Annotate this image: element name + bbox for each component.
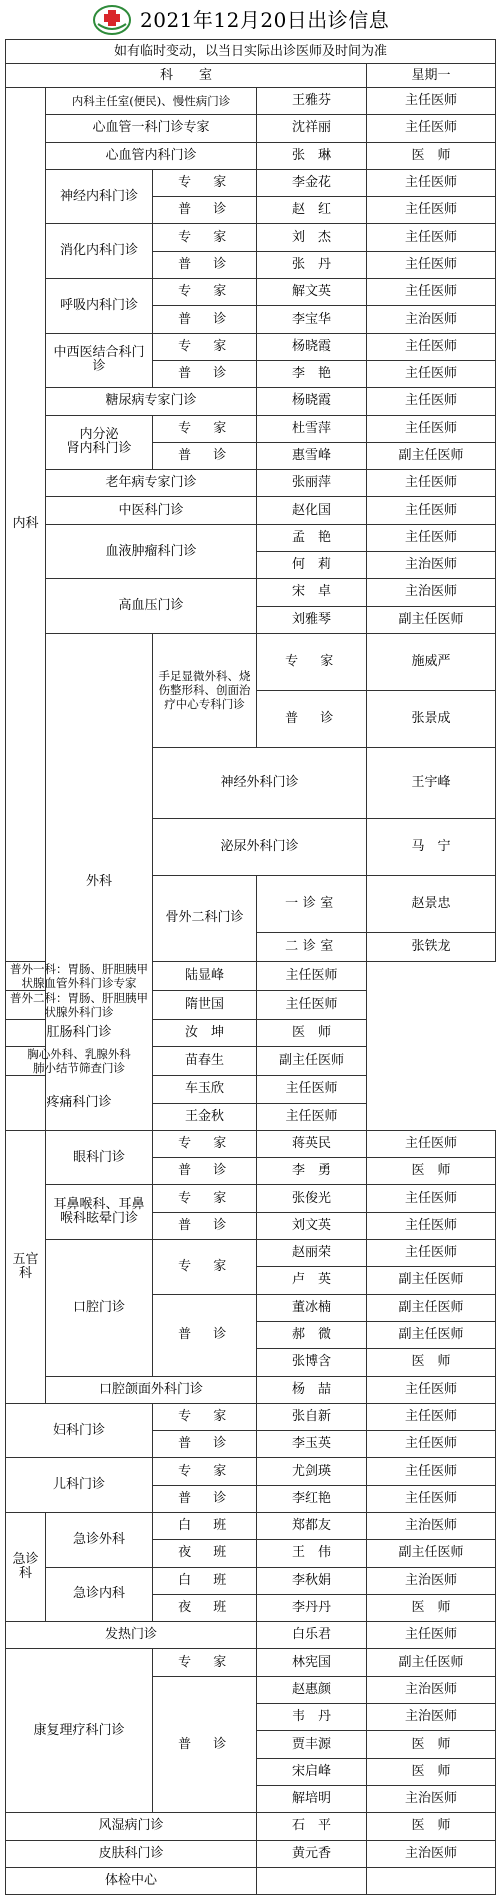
schedule-row (6, 1867, 496, 1894)
title-cell: 医 师 (367, 1758, 496, 1785)
title-cell: 主任医师 (367, 197, 496, 224)
schedule-row (6, 470, 496, 497)
category-cell: 内科 (6, 88, 46, 962)
session-cell: 专 家 (153, 169, 257, 196)
session-cell: 普 诊 (153, 251, 257, 278)
page-title: 2021年12月20日出诊信息 (140, 8, 390, 32)
session-cell: 专 家 (153, 333, 257, 360)
hospital-cross-logo-icon (92, 4, 132, 36)
department-cell: 发热门诊 (6, 1622, 257, 1649)
department-cell: 骨外二科门诊 (153, 875, 257, 961)
doctor-cell: 张 丹 (257, 251, 367, 278)
department-cell: 耳鼻喉科、耳鼻喉科眩晕门诊 (46, 1185, 153, 1240)
doctor-cell: 杨晓霞 (257, 333, 367, 360)
session-cell: 专 家 (257, 633, 367, 690)
department-cell: 普外一科：胃肠、肝胆胰甲状腺血管外科门诊专家 (6, 961, 153, 990)
doctor-cell: 李金花 (257, 169, 367, 196)
session-cell: 白 班 (153, 1567, 257, 1594)
session-cell: 专 家 (153, 224, 257, 251)
department-cell: 高血压门诊 (46, 579, 257, 634)
department-cell: 神经外科门诊 (153, 747, 367, 818)
schedule-row (6, 115, 496, 142)
schedule-table (5, 39, 496, 1895)
schedule-row (6, 1813, 496, 1840)
schedule-row (6, 1376, 496, 1403)
department-cell: 风湿病门诊 (6, 1813, 257, 1840)
title-cell: 副主任医师 (367, 1540, 496, 1567)
doctor-cell: 张丽萍 (257, 470, 367, 497)
doctor-cell: 解培明 (257, 1785, 367, 1812)
department-cell: 急诊内科 (46, 1567, 153, 1622)
title-cell: 副主任医师 (367, 442, 496, 469)
title-cell: 主任医师 (367, 524, 496, 551)
session-cell: 白 班 (153, 1512, 257, 1539)
title-cell: 主治医师 (367, 1567, 496, 1594)
department-cell: 心血管一科门诊专家 (46, 115, 257, 142)
doctor-cell: 车玉欣 (153, 1076, 257, 1103)
title-cell: 医 师 (257, 1019, 367, 1046)
doctor-cell: 马 宁 (367, 818, 496, 875)
department-cell: 体检中心 (6, 1867, 257, 1894)
title-cell: 医 师 (367, 1594, 496, 1621)
doctor-cell: 杜雪萍 (257, 415, 367, 442)
schedule-row (6, 633, 496, 690)
schedule-row (6, 88, 496, 115)
title-cell: 主任医师 (367, 1431, 496, 1458)
doctor-cell: 赵丽荣 (257, 1240, 367, 1267)
title-cell: 主治医师 (367, 1676, 496, 1703)
title-cell: 主治医师 (367, 1512, 496, 1539)
department-cell: 血液肿瘤科门诊 (46, 524, 257, 579)
doctor-cell: 刘 杰 (257, 224, 367, 251)
department-cell: 手足显微外科、烧伤整形科、创面治疗中心专科门诊 (153, 633, 257, 747)
doctor-cell: 刘雅琴 (257, 606, 367, 633)
title-cell: 主治医师 (367, 1840, 496, 1867)
title-cell: 医 师 (367, 1158, 496, 1185)
doctor-cell: 宋 卓 (257, 579, 367, 606)
doctor-cell: 李 艳 (257, 360, 367, 387)
notice-text: 如有临时变动，以当日实际出诊医师及时间为准 (6, 40, 496, 64)
title-cell: 主任医师 (367, 1185, 496, 1212)
session-cell: 普 诊 (153, 1158, 257, 1185)
department-cell: 妇科门诊 (6, 1403, 153, 1458)
doctor-cell: 赵化国 (257, 497, 367, 524)
doctor-cell: 李丹丹 (257, 1594, 367, 1621)
department-cell: 内科主任室(便民)、慢性病门诊 (46, 88, 257, 115)
doctor-cell: 张铁龙 (367, 932, 496, 961)
doctor-cell: 赵惠颜 (257, 1676, 367, 1703)
session-cell: 普 诊 (153, 360, 257, 387)
doctor-cell: 张景成 (367, 690, 496, 747)
schedule-row (6, 990, 496, 1019)
title-cell: 医 师 (367, 1731, 496, 1758)
schedule-row (6, 279, 496, 306)
department-cell: 肛肠科门诊 (6, 1019, 153, 1046)
schedule-row (6, 169, 496, 196)
schedule-row (6, 497, 496, 524)
doctor-cell: 贾丰源 (257, 1731, 367, 1758)
weekday-header: 星期一 (367, 64, 496, 88)
schedule-row (6, 1567, 496, 1594)
doctor-cell: 陆显峰 (153, 961, 257, 990)
department-cell: 康复理疗科门诊 (6, 1649, 153, 1813)
schedule-row (6, 961, 496, 990)
session-cell: 专 家 (153, 415, 257, 442)
schedule-row (6, 415, 496, 442)
category-cell: 外科 (46, 633, 153, 1130)
department-cell: 疼痛科门诊 (6, 1076, 153, 1131)
title-cell: 主治医师 (367, 552, 496, 579)
schedule-row (6, 1512, 496, 1539)
doctor-cell: 张俊光 (257, 1185, 367, 1212)
title-cell: 主任医师 (367, 360, 496, 387)
title-cell: 主治医师 (367, 306, 496, 333)
title-cell: 主任医师 (367, 1240, 496, 1267)
department-cell: 急诊外科 (46, 1512, 153, 1567)
category-cell: 五官科 (6, 1130, 46, 1403)
title-cell: 副主任医师 (367, 606, 496, 633)
doctor-cell: 李红艳 (257, 1485, 367, 1512)
notice-row (6, 40, 496, 64)
title-cell: 副主任医师 (367, 1294, 496, 1321)
schedule-row (6, 1130, 496, 1157)
doctor-cell: 郝 微 (257, 1321, 367, 1348)
session-cell: 专 家 (153, 1240, 257, 1295)
department-cell: 儿科门诊 (6, 1458, 153, 1513)
doctor-cell: 汝 坤 (153, 1019, 257, 1046)
session-cell: 专 家 (153, 1649, 257, 1676)
doctor-cell: 孟 艳 (257, 524, 367, 551)
department-cell: 老年病专家门诊 (46, 470, 257, 497)
title-cell: 主任医师 (367, 1212, 496, 1239)
session-cell: 专 家 (153, 1130, 257, 1157)
title-cell: 主任医师 (257, 1076, 367, 1103)
doctor-cell: 张 琳 (257, 142, 367, 169)
schedule-row (6, 1076, 496, 1103)
title-cell: 副主任医师 (367, 1321, 496, 1348)
title-cell: 主任医师 (367, 415, 496, 442)
title-cell: 主任医师 (367, 251, 496, 278)
session-cell: 普 诊 (153, 1431, 257, 1458)
department-cell: 心血管内科门诊 (46, 142, 257, 169)
department-cell: 泌尿外科门诊 (153, 818, 367, 875)
doctor-cell: 张博含 (257, 1349, 367, 1376)
session-cell: 普 诊 (153, 306, 257, 333)
title-cell (367, 1867, 496, 1894)
title-cell: 主任医师 (257, 1103, 367, 1130)
department-cell: 口腔门诊 (46, 1240, 153, 1376)
doctor-cell: 卢 英 (257, 1267, 367, 1294)
schedule-row (6, 1047, 496, 1076)
schedule-row (6, 1649, 496, 1676)
title-cell: 副主任医师 (367, 1649, 496, 1676)
department-cell: 内分泌 肾内科门诊 (46, 415, 153, 470)
schedule-row (6, 333, 496, 360)
doctor-cell (257, 1867, 367, 1894)
doctor-cell: 赵 红 (257, 197, 367, 224)
schedule-row (6, 1185, 496, 1212)
title-cell: 主任医师 (367, 1376, 496, 1403)
doctor-cell: 李宝华 (257, 306, 367, 333)
title-cell: 主治医师 (367, 1704, 496, 1731)
schedule-row (6, 1240, 496, 1267)
schedule-row (6, 1840, 496, 1867)
department-cell: 消化内科门诊 (46, 224, 153, 279)
department-cell: 普外二科：胃肠、肝胆胰甲状腺外科门诊 (6, 990, 153, 1019)
department-cell: 眼科门诊 (46, 1130, 153, 1185)
doctor-cell: 惠雪峰 (257, 442, 367, 469)
title-cell: 医 师 (367, 142, 496, 169)
doctor-cell: 石 平 (257, 1813, 367, 1840)
title-cell: 主任医师 (367, 1403, 496, 1430)
doctor-cell: 王雅芬 (257, 88, 367, 115)
doctor-cell: 王金秋 (153, 1103, 257, 1130)
session-cell: 普 诊 (153, 1212, 257, 1239)
session-cell: 普 诊 (153, 1294, 257, 1376)
session-cell: 专 家 (153, 1403, 257, 1430)
doctor-cell: 解文英 (257, 279, 367, 306)
doctor-cell: 赵景忠 (367, 875, 496, 932)
doctor-cell: 隋世国 (153, 990, 257, 1019)
title-cell: 主任医师 (367, 333, 496, 360)
department-cell: 呼吸内科门诊 (46, 279, 153, 334)
department-cell: 皮肤科门诊 (6, 1840, 257, 1867)
doctor-cell: 刘文英 (257, 1212, 367, 1239)
title-cell: 主治医师 (367, 1785, 496, 1812)
schedule-row (6, 579, 496, 606)
schedule-row (6, 524, 496, 551)
department-cell: 中西医结合科门诊 (46, 333, 153, 388)
session-cell: 一诊室 (257, 875, 367, 932)
department-cell: 口腔颌面外科门诊 (46, 1376, 257, 1403)
schedule-row (6, 388, 496, 415)
title-cell: 主任医师 (367, 88, 496, 115)
title-cell: 主治医师 (367, 579, 496, 606)
schedule-row (6, 224, 496, 251)
session-cell: 专 家 (153, 1458, 257, 1485)
doctor-cell: 沈祥丽 (257, 115, 367, 142)
page-header (0, 0, 500, 39)
session-cell: 专 家 (153, 279, 257, 306)
doctor-cell: 施威严 (367, 633, 496, 690)
title-cell: 主任医师 (367, 1458, 496, 1485)
schedule-row (6, 1458, 496, 1485)
doctor-cell: 苗春生 (153, 1047, 257, 1076)
schedule-row (6, 1019, 496, 1046)
session-cell: 普 诊 (257, 690, 367, 747)
doctor-cell: 郑都友 (257, 1512, 367, 1539)
session-cell: 夜 班 (153, 1540, 257, 1567)
title-cell: 主任医师 (367, 1622, 496, 1649)
session-cell: 专 家 (153, 1185, 257, 1212)
doctor-cell: 杨 喆 (257, 1376, 367, 1403)
doctor-cell: 王宇峰 (367, 747, 496, 818)
session-cell: 二诊室 (257, 932, 367, 961)
doctor-cell: 黄元香 (257, 1840, 367, 1867)
title-cell: 主任医师 (367, 497, 496, 524)
header-row (6, 64, 496, 88)
title-cell: 主任医师 (367, 169, 496, 196)
title-cell: 医 师 (367, 1813, 496, 1840)
title-cell: 主任医师 (257, 961, 367, 990)
schedule-row (6, 1622, 496, 1649)
title-cell: 主任医师 (367, 470, 496, 497)
doctor-cell: 李秋娟 (257, 1567, 367, 1594)
session-cell: 普 诊 (153, 197, 257, 224)
session-cell: 普 诊 (153, 1485, 257, 1512)
doctor-cell: 宋启峰 (257, 1758, 367, 1785)
doctor-cell: 林宪国 (257, 1649, 367, 1676)
doctor-cell: 蒋英民 (257, 1130, 367, 1157)
title-cell: 副主任医师 (367, 1267, 496, 1294)
doctor-cell: 韦 丹 (257, 1704, 367, 1731)
session-cell: 普 诊 (153, 442, 257, 469)
doctor-cell: 董冰楠 (257, 1294, 367, 1321)
schedule-row (6, 1403, 496, 1430)
department-cell: 糖尿病专家门诊 (46, 388, 257, 415)
doctor-cell: 李 勇 (257, 1158, 367, 1185)
schedule-row (6, 142, 496, 169)
title-cell: 主任医师 (257, 990, 367, 1019)
title-cell: 主任医师 (367, 224, 496, 251)
department-cell: 中医科门诊 (46, 497, 257, 524)
session-cell: 普 诊 (153, 1676, 257, 1812)
doctor-cell: 张自新 (257, 1403, 367, 1430)
title-cell: 主任医师 (367, 388, 496, 415)
department-cell: 神经内科门诊 (46, 169, 153, 224)
doctor-cell: 白乐君 (257, 1622, 367, 1649)
doctor-cell: 尤剑瑛 (257, 1458, 367, 1485)
title-cell: 主任医师 (367, 115, 496, 142)
doctor-cell: 王 伟 (257, 1540, 367, 1567)
session-cell: 夜 班 (153, 1594, 257, 1621)
title-cell: 医 师 (367, 1349, 496, 1376)
title-cell: 主任医师 (367, 1130, 496, 1157)
doctor-cell: 杨晓霞 (257, 388, 367, 415)
doctor-cell: 何 莉 (257, 552, 367, 579)
title-cell: 主任医师 (367, 1485, 496, 1512)
department-cell: 胸心外科、乳腺外科 肺小结节筛查门诊 (6, 1047, 153, 1076)
title-cell: 主任医师 (367, 279, 496, 306)
category-cell: 急诊科 (6, 1512, 46, 1621)
dept-header: 科 室 (6, 64, 367, 88)
doctor-cell: 李玉英 (257, 1431, 367, 1458)
title-cell: 副主任医师 (257, 1047, 367, 1076)
